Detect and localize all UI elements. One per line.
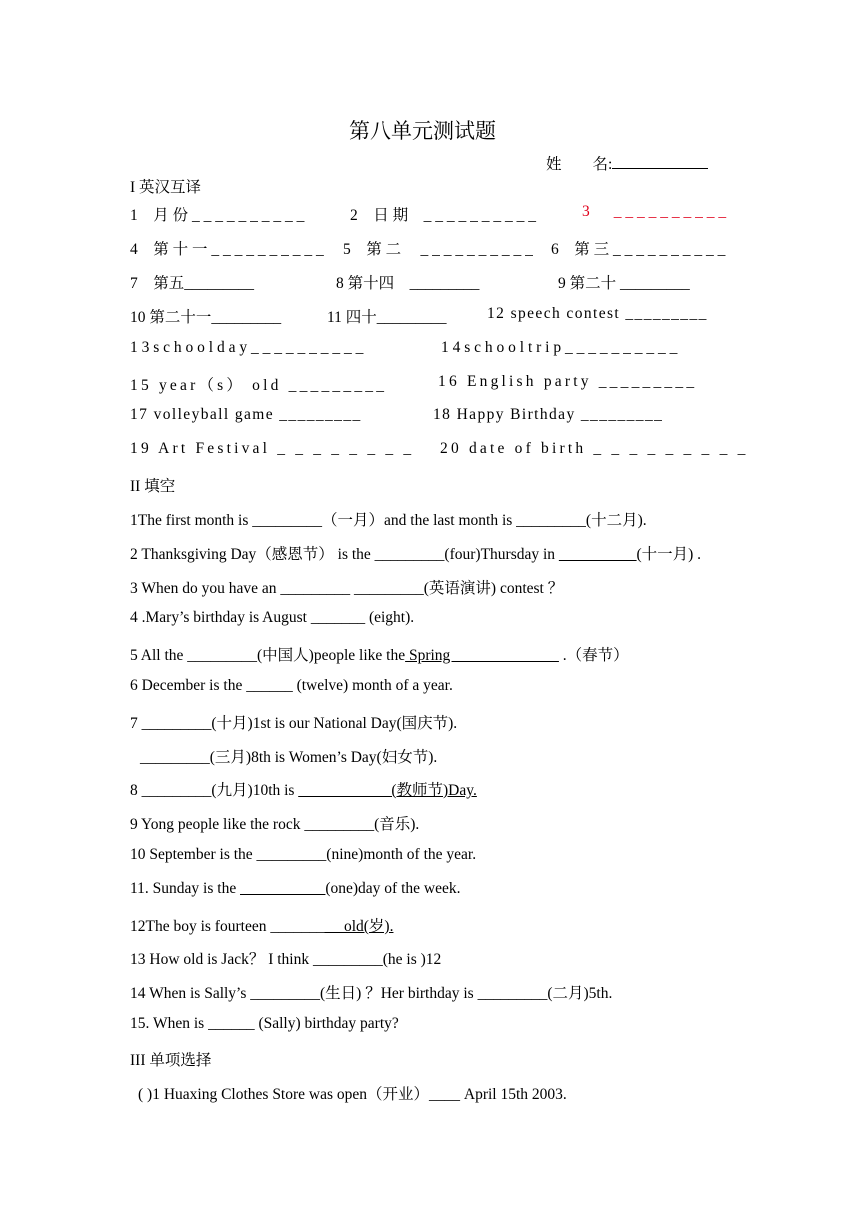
fill-line-1[interactable]: 1The first month is _________（一月）and the last month is _________(十二月). [130,512,647,529]
fill-line-5[interactable] [130,643,629,665]
section-2-heading: II 填空 [130,478,176,495]
fill-line-2[interactable] [130,542,701,564]
fill-line-3[interactable]: 3 When do you have an _________ _________(英语演讲) contest ？ [130,580,564,597]
translate-item-20[interactable]: 20 date of birth _ _ _ _ _ _ _ _ _ [440,440,749,457]
translate-item-15[interactable]: 15 year（s） old _________ [130,377,388,394]
fill-line-10[interactable]: 10 September is the _________(nine)month of the year. [130,846,477,863]
fill-line-5-blank[interactable]: Spring _____ ________ [405,647,559,664]
fill-line-11-blank[interactable]: ___________ [240,880,326,897]
translate-item-1[interactable]: 1 月 份 _ _ _ _ _ _ _ _ _ _ [130,207,305,224]
fill-line-15[interactable]: 15. When is ______ (Sally) birthday party? [130,1015,399,1032]
translate-item-9[interactable]: 9 第二十 _________ [558,275,690,292]
translate-item-4[interactable]: 4 第 十 一 _ _ _ _ _ _ _ _ _ _ [130,241,324,258]
fill-line-8-blank[interactable]: _______ ____ (教师节)Day. [298,782,477,799]
fill-line-11[interactable] [130,880,460,898]
translate-item-5[interactable]: 5 第 二 _ _ _ _ _ _ _ _ _ _ [343,241,533,258]
section-1-heading: I 英汉互译 [130,179,202,196]
fill-line-2-tail: (十一月) . [636,546,702,563]
name-field[interactable] [546,152,708,174]
translate-item-8[interactable]: 8 第十四 _________ [336,275,480,292]
fill-line-4[interactable]: 4 .Mary’s birthday is August _______ (eight). [130,609,415,626]
translate-item-11[interactable]: 11 四十_________ [327,309,447,326]
translate-item-14[interactable]: 1 4 s c h o o l t r i p _ _ _ _ _ _ _ _ _ _ [441,339,678,356]
fill-line-5-text: 5 All the _________(中国人)people like the [130,647,406,664]
choice-question-1[interactable]: ( )1 Huaxing Clothes Store was open（开业）____ April 15th 2003. [138,1086,567,1103]
fill-line-9[interactable]: 9 Yong people like the rock _________(音乐). [130,816,420,833]
name-label: 姓 名: [546,156,613,173]
fill-line-14[interactable]: 14 When is Sally’s _________(生日) ？Her birthday is _________(二月)5th. [130,985,613,1002]
name-blank[interactable] [612,154,708,169]
translate-item-18[interactable]: 18 Happy Birthday _________ [433,406,664,423]
fill-line-2-text: 2 Thanksgiving Day（感恩节） is the _________(four)Thursday in [130,546,559,563]
translate-item-6[interactable]: 6 第 三 _ _ _ _ _ _ _ _ _ _ [551,241,726,258]
fill-line-12[interactable] [130,914,393,936]
translate-item-10[interactable]: 10 第二十一_________ [130,309,282,326]
section-3-heading: III 单项选择 [130,1052,212,1069]
translate-item-17[interactable]: 17 volleyball game _________ [130,406,362,423]
translate-item-16[interactable]: 16 English party _________ [438,373,698,390]
item-3-blank[interactable]: _ _ _ _ _ _ _ _ _ _ [613,203,727,220]
page-title: 第八单元测试题 [349,119,496,143]
translate-item-19[interactable]: 19 Art Festival _ _ _ _ _ _ _ _ [130,440,415,457]
fill-line-7[interactable]: 7 _________(十月)1st is our National Day(国庆节). [130,715,458,732]
fill-line-6[interactable]: 6 December is the ______ (twelve) month of a year. [130,677,453,694]
fill-line-13[interactable]: 13 How old is Jack？ I think _________(he is )12 [130,951,442,968]
translate-item-7[interactable]: 7 第五_________ [130,275,255,292]
fill-line-12-text: 12The boy is fourteen _______ [130,918,325,935]
fill-line-8-text: 8 _________(九月)10th is [130,782,299,799]
fill-line-7b[interactable]: _________(三月)8th is Women’s Day(妇女节). [140,749,438,766]
fill-line-2-blank[interactable]: __________ [558,546,637,563]
translate-item-3[interactable] [582,203,726,221]
translate-item-13[interactable]: 1 3 s c h o o l d a y _ _ _ _ _ _ _ _ _ _ [130,339,364,356]
item-3-number: 3 [582,203,590,220]
fill-line-8[interactable] [130,778,477,800]
translate-item-12[interactable]: 12 speech contest _________ [487,305,708,322]
fill-line-12-blank[interactable]: _ _old(岁). [324,918,394,935]
fill-line-5-tail: .（春节） [558,647,629,664]
fill-line-11-text: 11. Sunday is the [130,880,241,897]
fill-line-11-tail: (one)day of the week. [325,880,461,897]
translate-item-2[interactable]: 2 日 期 _ _ _ _ _ _ _ _ _ _ [350,207,537,224]
